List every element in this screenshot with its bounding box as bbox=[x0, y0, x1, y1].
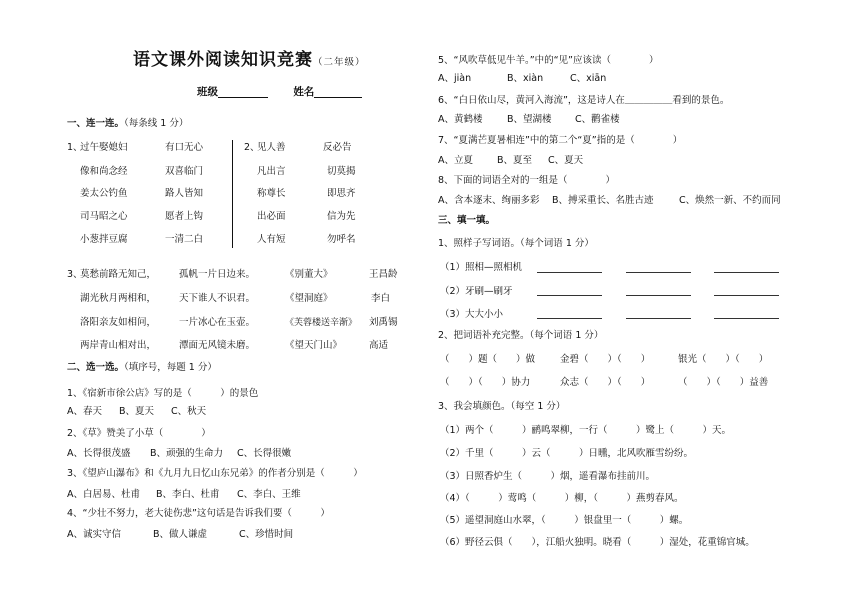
s2-q2: 2、《草》赞美了小草（ ） bbox=[67, 428, 211, 439]
section2-note: （填序号，每题 1 分） bbox=[124, 362, 217, 373]
s2-q2-b[interactable]: B、顽强的生命力 bbox=[150, 448, 224, 459]
s3-p1-item-2: （2）牙刷—刷牙 bbox=[440, 286, 513, 297]
s3-p2: 2、把词语补充完整。（每个词语 1 分） bbox=[438, 330, 604, 341]
s3-p3-item-6: （6）野径云俱（ ），江船火独明。晓看（ ）湿处，花重锦官城。 bbox=[440, 537, 755, 548]
class-blank[interactable] bbox=[218, 86, 268, 98]
s3-p3-item-1: （1）两个（ ）鹂鸣翠柳，一行（ ）鹭上（ ）天。 bbox=[440, 425, 732, 436]
g2-left-0: 见人善 bbox=[257, 142, 286, 153]
blank-3-1[interactable] bbox=[537, 318, 602, 319]
s3-p2-r2-2: （ ）（ ）益善 bbox=[678, 377, 769, 388]
g3-a-1: 湖光秋月两相和， bbox=[80, 293, 157, 304]
s3-p2-r1-0: （ ）题（ ）做 bbox=[440, 354, 536, 365]
g1-left-2: 姜太公钓鱼 bbox=[80, 188, 128, 199]
s3-p3-item-4: （4）（ ）莺鸣（ ）柳，（ ）燕剪春风。 bbox=[440, 493, 684, 504]
grade-label: （二年级） bbox=[313, 57, 366, 68]
s2-q2-c[interactable]: C、长得很嫩 bbox=[237, 448, 292, 459]
g3-a-3: 两岸青山相对出， bbox=[80, 340, 157, 351]
g3-c-2: 《芙蓉楼送辛渐》 bbox=[285, 318, 358, 328]
g1-left-4: 小葱拌豆腐 bbox=[80, 234, 128, 245]
g1-right-0: 有口无心 bbox=[165, 142, 204, 153]
g3-c-3: 《望天门山》 bbox=[285, 340, 343, 351]
s3-p3-item-3: （3）日照香炉生（ ）烟，遥看瀑布挂前川。 bbox=[440, 471, 656, 482]
name-blank[interactable] bbox=[314, 86, 362, 98]
section2-title: 二、选一选。 bbox=[67, 362, 125, 373]
s2-q4: 4、“少壮不努力，老大徒伤悲”这句话是告诉我们要（ ） bbox=[67, 508, 330, 519]
section3-heading: 三、填一填。 bbox=[438, 215, 496, 226]
blank-1-1[interactable] bbox=[537, 272, 602, 273]
g2-left-3: 出必面 bbox=[257, 211, 286, 222]
g1-left-0: 过午娶媳妇 bbox=[80, 142, 128, 153]
g1-right-3: 愿者上钩 bbox=[165, 211, 204, 222]
g2-right-0: 反必告 bbox=[323, 142, 352, 153]
section2-heading bbox=[67, 363, 217, 374]
r-q6: 6、“白日依山尽，黄河入海流”，这是诗人在＿＿＿＿＿看到的景色。 bbox=[438, 95, 730, 106]
r-q7-b[interactable]: B、夏至 bbox=[497, 155, 533, 166]
r-q5-b[interactable]: B、xiàn bbox=[507, 73, 544, 84]
g3-b-1: 天下谁人不识君。 bbox=[179, 293, 256, 304]
s2-q3-b[interactable]: B、李白、杜甫 bbox=[156, 489, 220, 500]
s3-p2-r1-1: 金碧（ ）（ ） bbox=[560, 354, 651, 365]
r-q6-c[interactable]: C、鹳雀楼 bbox=[575, 114, 620, 125]
s3-p3-item-2: （2）千里（ ）云（ ）日曛，北风吹雁雪纷纷。 bbox=[440, 448, 694, 459]
r-q5: 5、“风吹草低见牛羊。”中的“见”应该读（ ） bbox=[438, 55, 659, 66]
s2-q2-a[interactable]: A、长得很茂盛 bbox=[67, 448, 131, 459]
r-q8-c[interactable]: C、焕然一新、不约而同 bbox=[679, 195, 781, 206]
g2-right-4: 勿呼名 bbox=[327, 234, 356, 245]
g3-d-0: 王昌龄 bbox=[369, 269, 398, 280]
s2-q3-a[interactable]: A、白居易、杜甫 bbox=[67, 489, 140, 500]
r-q5-c[interactable]: C、xiān bbox=[570, 73, 607, 84]
page-title bbox=[133, 51, 366, 71]
class-name-line bbox=[197, 86, 362, 98]
g1-right-4: 一清二白 bbox=[165, 234, 204, 245]
r-q7-c[interactable]: C、夏天 bbox=[548, 155, 584, 166]
r-q7-a[interactable]: A、立夏 bbox=[438, 155, 473, 166]
s2-q4-c[interactable]: C、珍惜时间 bbox=[239, 529, 294, 540]
g2-left-4: 人有短 bbox=[257, 234, 286, 245]
r-q8: 8、下面的词语全对的一组是（ ） bbox=[438, 175, 616, 186]
section1-heading bbox=[67, 119, 188, 130]
s3-p3: 3、我会填颜色。（每空 1 分） bbox=[438, 401, 566, 412]
blank-3-3[interactable] bbox=[714, 318, 779, 319]
title-text: 语文课外阅读知识竞赛 bbox=[133, 50, 313, 70]
g1-right-1: 双喜临门 bbox=[165, 166, 204, 177]
r-q5-a[interactable]: A、jiàn bbox=[438, 73, 472, 84]
g3-d-2: 刘禹锡 bbox=[369, 317, 398, 328]
s3-p2-r2-1: 众志（ ）（ ） bbox=[560, 377, 651, 388]
g3-d-3: 高适 bbox=[369, 340, 389, 351]
r-q6-b[interactable]: B、望湖楼 bbox=[507, 114, 552, 125]
s3-p1-item-3: （3）大大小小 bbox=[440, 309, 504, 320]
s2-q1-c[interactable]: C、秋天 bbox=[171, 406, 207, 417]
section1-note: （每条线 1 分） bbox=[124, 118, 189, 129]
g3-a-2: 洛阳亲友如相问， bbox=[80, 317, 157, 328]
g3-b-3: 潭面无风镜未磨。 bbox=[179, 340, 256, 351]
g3-b-0: 孤帆一片日边来。 bbox=[179, 269, 256, 280]
s3-p1-item-1: （1）照相—照相机 bbox=[440, 262, 523, 273]
g1-left-3: 司马昭之心 bbox=[80, 211, 128, 222]
s2-q4-b[interactable]: B、做人谦虚 bbox=[153, 529, 208, 540]
g3-c-0: 《别董大》 bbox=[285, 269, 333, 280]
g2-right-1: 切莫揭 bbox=[327, 166, 356, 177]
g2-left-2: 称尊长 bbox=[257, 188, 286, 199]
g2-right-2: 即思齐 bbox=[327, 188, 356, 199]
s3-p2-r2-0: （ ）（ ）协力 bbox=[440, 377, 531, 388]
s2-q4-a[interactable]: A、诚实守信 bbox=[67, 529, 121, 540]
blank-1-3[interactable] bbox=[714, 272, 779, 273]
s3-p3-item-5: （5）遥望洞庭山水翠，（ ）银盘里一（ ）螺。 bbox=[440, 515, 689, 526]
s2-q1-b[interactable]: B、夏天 bbox=[119, 406, 155, 417]
blank-3-2[interactable] bbox=[626, 318, 691, 319]
blank-2-2[interactable] bbox=[626, 295, 691, 296]
s2-q1: 1、《宿新市徐公店》写的是（ ）的景色 bbox=[67, 388, 259, 399]
s2-q1-a[interactable]: A、春天 bbox=[67, 406, 102, 417]
blank-1-2[interactable] bbox=[626, 272, 691, 273]
g1-num: 1、 bbox=[67, 142, 83, 153]
section1-title: 一、连一连。 bbox=[67, 118, 125, 129]
g3-c-1: 《望洞庭》 bbox=[285, 293, 333, 304]
s3-p2-r1-2: 银光（ ）（ ） bbox=[678, 354, 769, 365]
g1-left-1: 像和尚念经 bbox=[80, 166, 128, 177]
g2-left-1: 凡出言 bbox=[257, 166, 286, 177]
r-q8-a[interactable]: A、含本逐末、绚丽多彩 bbox=[438, 195, 540, 206]
r-q8-b[interactable]: B、搏采重长、名胜古迹 bbox=[552, 195, 654, 206]
g3-a-0: 莫愁前路无知己， bbox=[80, 269, 157, 280]
class-label: 班级 bbox=[197, 86, 218, 98]
name-label: 姓名 bbox=[293, 86, 315, 98]
s3-p1: 1、照样子写词语。（每个词语 1 分） bbox=[438, 238, 594, 249]
r-q6-a[interactable]: A、黄鹤楼 bbox=[438, 114, 483, 125]
r-q7: 7、“夏满芒夏暑相连”中的第二个“夏”指的是（ ） bbox=[438, 135, 683, 146]
blank-2-1[interactable] bbox=[537, 295, 602, 296]
g2-num: 2、 bbox=[244, 142, 260, 153]
g3-d-1: 李白 bbox=[371, 293, 391, 304]
s2-q3: 3、《望庐山瀑布》和《九月九日忆山东兄弟》的作者分别是（ ） bbox=[67, 468, 363, 479]
g1-right-2: 路人皆知 bbox=[165, 188, 204, 199]
divider-line bbox=[232, 140, 233, 248]
g3-num: 3、 bbox=[67, 269, 83, 280]
g3-b-2: 一片冰心在玉壶。 bbox=[179, 317, 256, 328]
g2-right-3: 信为先 bbox=[327, 211, 356, 222]
blank-2-3[interactable] bbox=[714, 295, 779, 296]
s2-q3-c[interactable]: C、李白、王维 bbox=[237, 489, 301, 500]
